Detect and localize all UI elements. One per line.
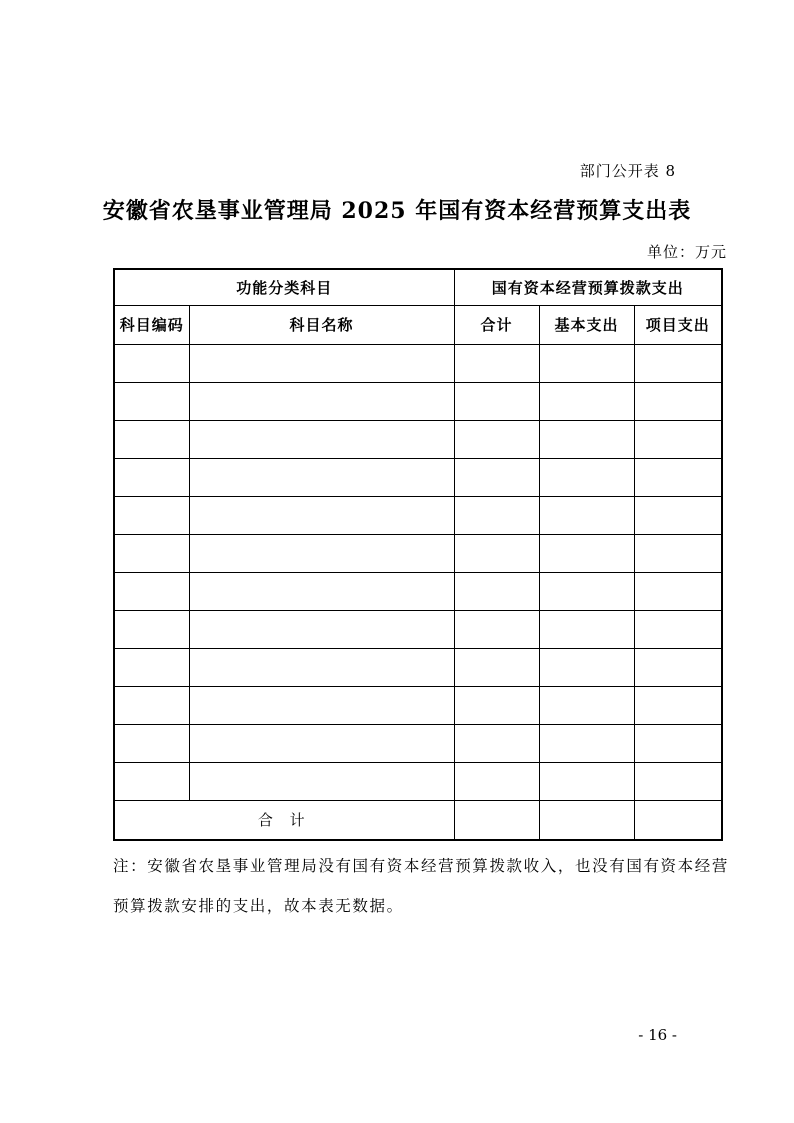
- header-group-function-category: 功能分类科目: [114, 269, 454, 305]
- header-group-row: [114, 269, 722, 305]
- table-cell: [539, 648, 634, 686]
- column-header-subject-code: 科目编码: [114, 305, 189, 344]
- table-cell: [539, 496, 634, 534]
- table-cell: [189, 762, 454, 800]
- table-cell: [634, 458, 722, 496]
- table-cell: [634, 496, 722, 534]
- table-cell: [114, 458, 189, 496]
- table-cell: [189, 572, 454, 610]
- table-footer: [114, 800, 722, 840]
- table-cell: [454, 458, 539, 496]
- table-row: [114, 344, 722, 382]
- table-cell: [539, 610, 634, 648]
- table-cell: [189, 610, 454, 648]
- unit-label: 单位：万元: [646, 243, 727, 261]
- table-cell: [189, 420, 454, 458]
- table-cell: [454, 344, 539, 382]
- table-cell: [539, 572, 634, 610]
- column-header-project-expense: 项目支出: [634, 305, 722, 344]
- table-cell: [539, 344, 634, 382]
- table-row: [114, 382, 722, 420]
- table-cell: [189, 344, 454, 382]
- table-cell: [454, 420, 539, 458]
- table-cell: [634, 572, 722, 610]
- table-row: [114, 458, 722, 496]
- table-cell: [114, 724, 189, 762]
- table-row: [114, 686, 722, 724]
- table-body: [114, 344, 722, 800]
- total-value-project: [634, 800, 722, 840]
- table-cell: [114, 572, 189, 610]
- table-row: [114, 762, 722, 800]
- table-row: [114, 534, 722, 572]
- table-row: [114, 648, 722, 686]
- table-cell: [634, 534, 722, 572]
- table-cell: [189, 724, 454, 762]
- column-header-row: [114, 305, 722, 344]
- table-cell: [454, 610, 539, 648]
- table-cell: [454, 382, 539, 420]
- header-group-state-capital-expenditure: 国有资本经营预算拨款支出: [454, 269, 722, 305]
- table-cell: [634, 724, 722, 762]
- table-cell: [539, 534, 634, 572]
- table-cell: [189, 458, 454, 496]
- corner-table-label: 部门公开表 8: [579, 162, 676, 180]
- column-header-total: 合计: [454, 305, 539, 344]
- table-cell: [189, 648, 454, 686]
- table-cell: [634, 686, 722, 724]
- table-cell: [539, 458, 634, 496]
- table-cell: [454, 724, 539, 762]
- table-header: [114, 269, 722, 344]
- table-cell: [454, 762, 539, 800]
- footnote: 注：安徽省农垦事业管理局没有国有资本经营预算拨款收入，也没有国有资本经营预算拨款安排的支出，故本表无数据。: [113, 857, 729, 915]
- table-cell: [634, 762, 722, 800]
- table-cell: [539, 382, 634, 420]
- page-title: 安徽省农垦事业管理局 2025 年国有资本经营预算支出表: [102, 198, 692, 224]
- table-cell: [454, 534, 539, 572]
- table-cell: [114, 420, 189, 458]
- table-cell: [634, 420, 722, 458]
- table-row: [114, 610, 722, 648]
- table-cell: [634, 648, 722, 686]
- total-row: [114, 800, 722, 840]
- budget-table: [113, 268, 723, 841]
- table-cell: [634, 382, 722, 420]
- table-cell: [114, 382, 189, 420]
- table-cell: [454, 686, 539, 724]
- table-cell: [454, 648, 539, 686]
- table-cell: [114, 686, 189, 724]
- table-cell: [539, 762, 634, 800]
- table-cell: [454, 496, 539, 534]
- table-cell: [454, 572, 539, 610]
- page-number: - 16 -: [638, 1026, 677, 1044]
- table-cell: [189, 382, 454, 420]
- table-cell: [539, 724, 634, 762]
- table-cell: [634, 344, 722, 382]
- table-row: [114, 420, 722, 458]
- table-row: [114, 572, 722, 610]
- table-cell: [114, 344, 189, 382]
- table-cell: [634, 610, 722, 648]
- total-row-label: 合 计: [114, 800, 454, 840]
- column-header-basic-expense: 基本支出: [539, 305, 634, 344]
- table-row: [114, 724, 722, 762]
- column-header-subject-name: 科目名称: [189, 305, 454, 344]
- table-cell: [189, 496, 454, 534]
- total-value-total: [454, 800, 539, 840]
- table-cell: [114, 762, 189, 800]
- table-cell: [539, 686, 634, 724]
- total-value-basic: [539, 800, 634, 840]
- table-cell: [114, 534, 189, 572]
- table-cell: [114, 610, 189, 648]
- table-cell: [114, 496, 189, 534]
- table-cell: [189, 534, 454, 572]
- table-cell: [539, 420, 634, 458]
- table-cell: [189, 686, 454, 724]
- table-row: [114, 496, 722, 534]
- table-cell: [114, 648, 189, 686]
